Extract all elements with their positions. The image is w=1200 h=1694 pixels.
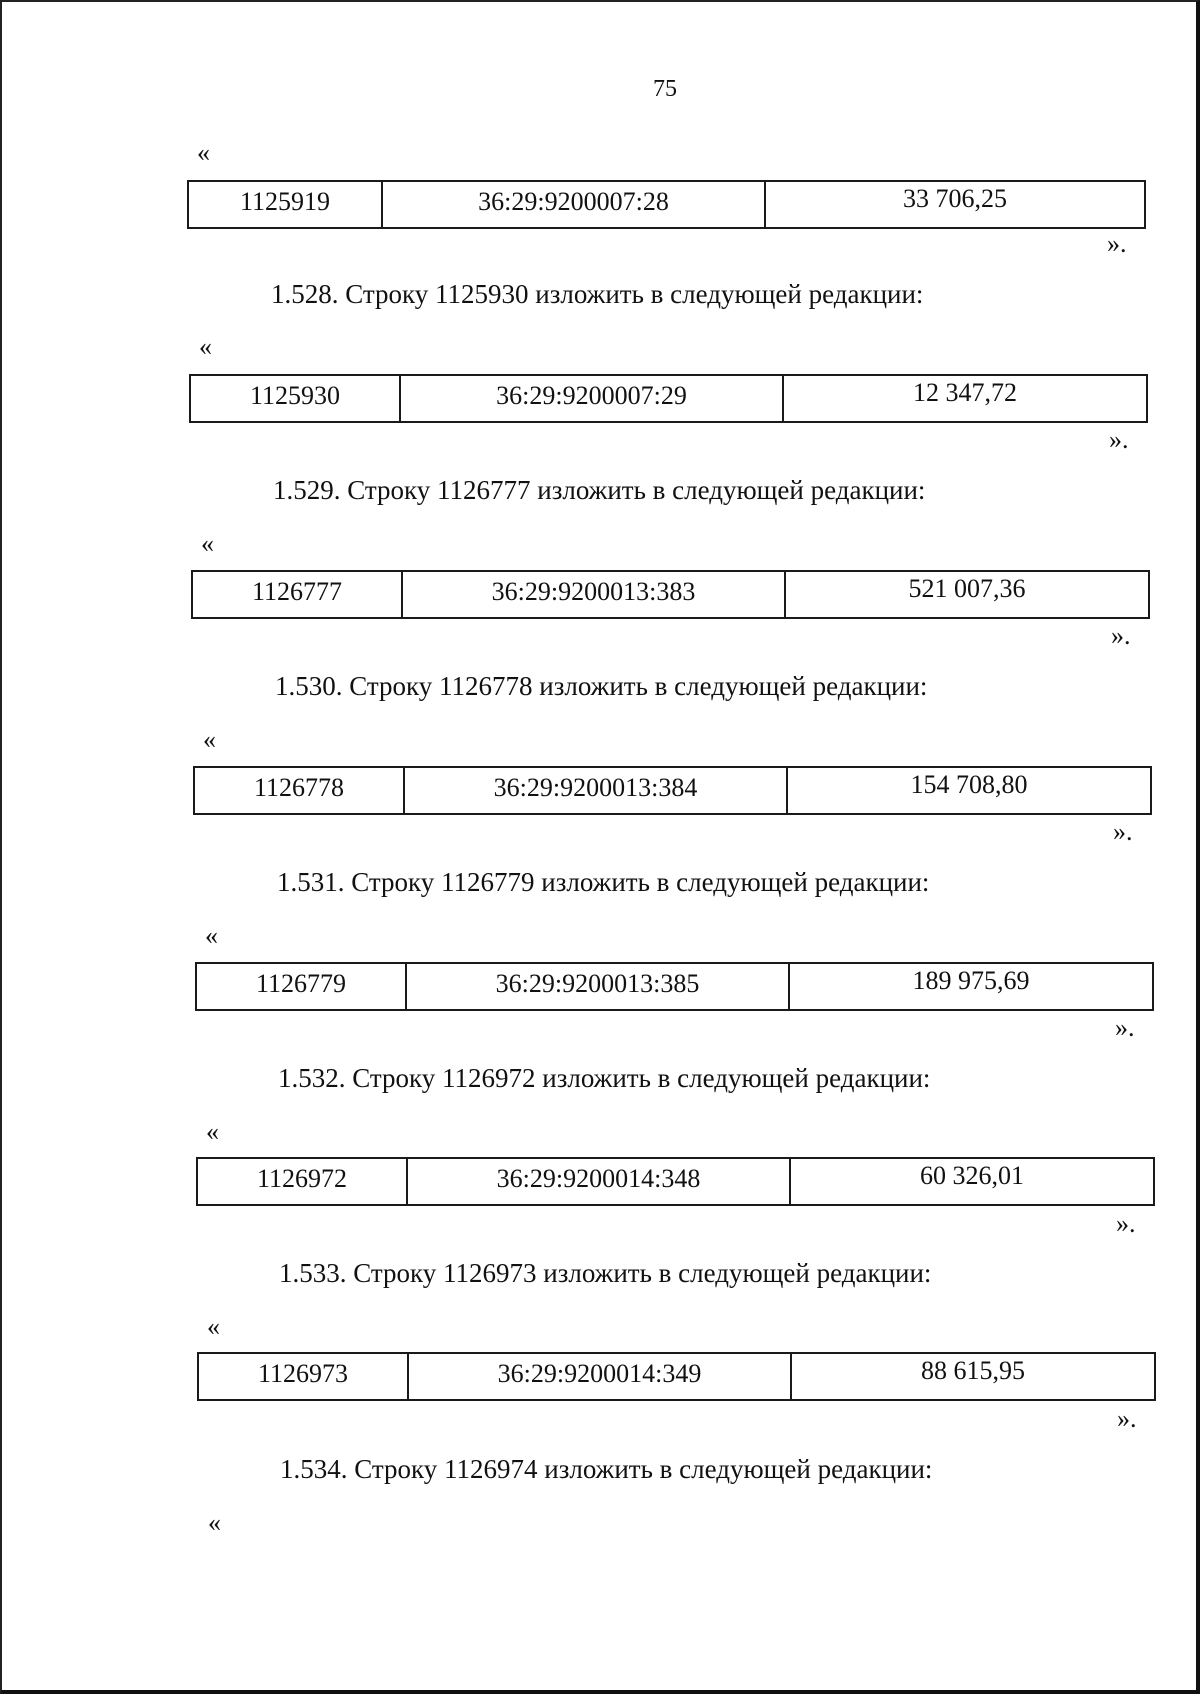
amendment-instruction: 1.529. Строку 1126777 изложить в следующей редакции: — [273, 475, 926, 505]
cadastral-number-cell: 36:29:9200013:385 — [407, 964, 790, 1009]
value-cell: 521 007,36 — [908, 574, 1026, 603]
amendment-instruction: 1.533. Строку 1126973 изложить в следующей редакции: — [279, 1258, 932, 1288]
cadastral-number-cell: 36:29:9200013:384 — [405, 768, 788, 813]
cadastral-number-cell: 36:29:9200007:28 — [383, 182, 766, 227]
closing-quote: ». — [1107, 229, 1127, 258]
amendment-instruction: 1.534. Строку 1126974 изложить в следующей редакции: — [280, 1454, 933, 1484]
table-row — [197, 1352, 1156, 1401]
cadastral-number-cell: 36:29:9200007:29 — [401, 376, 784, 421]
amendment-instruction: 1.532. Строку 1126972 изложить в следующей редакции: — [278, 1063, 931, 1093]
value-cell: 154 708,80 — [910, 770, 1028, 799]
value-cell: 88 615,95 — [921, 1356, 1025, 1385]
cadastral-number-cell: 36:29:9200013:383 — [403, 572, 786, 617]
table-row — [187, 180, 1146, 229]
opening-quote: « — [205, 921, 218, 950]
opening-quote: « — [199, 332, 212, 361]
closing-quote: ». — [1109, 425, 1129, 454]
value-cell: 60 326,01 — [920, 1161, 1024, 1190]
opening-quote: « — [203, 725, 216, 754]
row-code-cell: 1125919 — [189, 182, 383, 227]
value-cell: 33 706,25 — [903, 184, 1007, 213]
row-code-cell: 1126972 — [198, 1159, 408, 1204]
table-row — [191, 570, 1150, 619]
value-cell: 12 347,72 — [913, 378, 1017, 407]
amendment-instruction: 1.530. Строку 1126778 изложить в следующей редакции: — [275, 671, 928, 701]
opening-quote: « — [201, 529, 214, 558]
opening-quote: « — [207, 1312, 220, 1341]
cadastral-number-cell: 36:29:9200014:348 — [408, 1159, 791, 1204]
cadastral-number-cell: 36:29:9200014:349 — [409, 1354, 792, 1399]
row-code-cell: 1126777 — [193, 572, 403, 617]
page-number: 75 — [653, 76, 677, 102]
opening-quote: « — [206, 1117, 219, 1146]
table-row — [196, 1157, 1155, 1206]
closing-quote: ». — [1115, 1013, 1135, 1042]
closing-quote: ». — [1113, 817, 1133, 846]
table-row — [193, 766, 1152, 815]
amendment-instruction: 1.528. Строку 1125930 изложить в следующей редакции: — [271, 279, 924, 309]
closing-quote: ». — [1116, 1209, 1136, 1238]
row-code-cell: 1126779 — [197, 964, 407, 1009]
row-code-cell: 1126973 — [199, 1354, 409, 1399]
table-row — [195, 962, 1154, 1011]
table-row — [189, 374, 1148, 423]
row-code-cell: 1125930 — [191, 376, 401, 421]
value-cell: 189 975,69 — [912, 966, 1030, 995]
amendment-instruction: 1.531. Строку 1126779 изложить в следующей редакции: — [277, 867, 930, 897]
opening-quote: « — [208, 1508, 221, 1537]
closing-quote: ». — [1117, 1404, 1137, 1433]
row-code-cell: 1126778 — [195, 768, 405, 813]
closing-quote: ». — [1111, 621, 1131, 650]
opening-quote: « — [197, 138, 210, 167]
